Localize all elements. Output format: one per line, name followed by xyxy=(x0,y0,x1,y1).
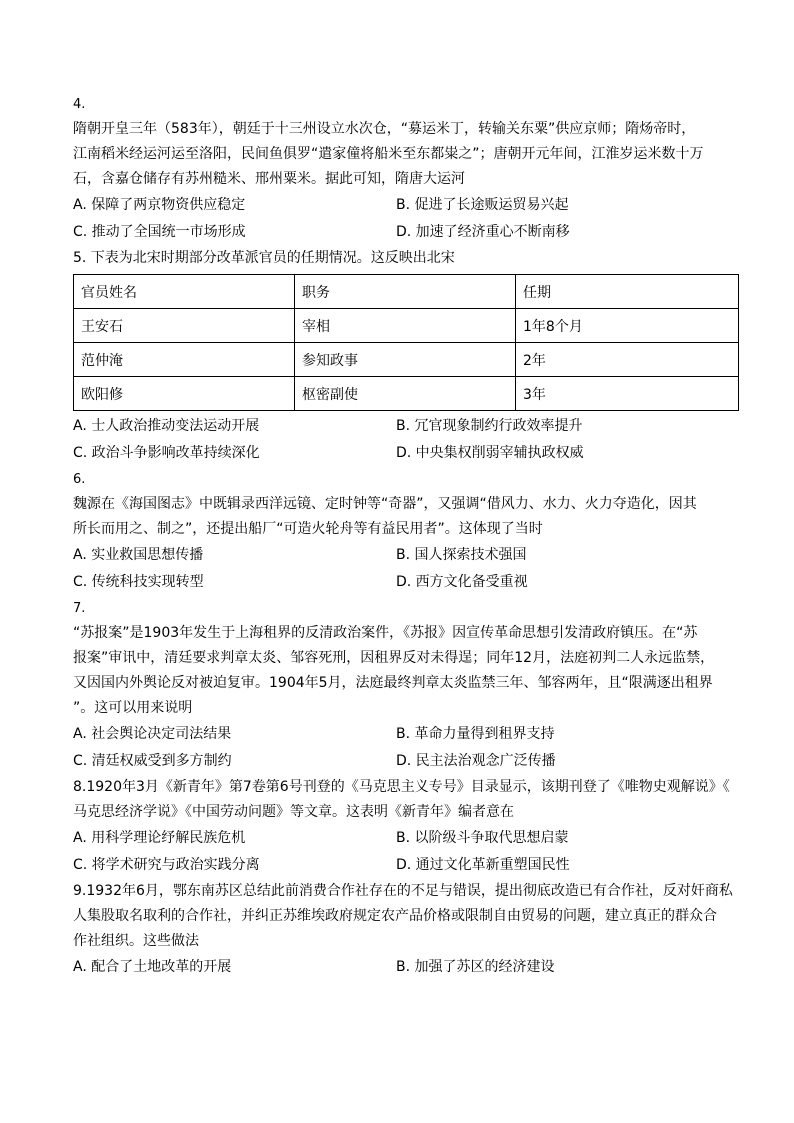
option-b[interactable]: B. 促进了长途贩运贸易兴起 xyxy=(396,197,569,213)
option-d[interactable]: D. 通过文化革新重塑国民性 xyxy=(396,857,570,873)
table-row xyxy=(74,343,739,377)
table-header-row xyxy=(74,275,739,309)
question-stem-line: 作社组织。这些做法 xyxy=(73,933,199,949)
option-d[interactable]: D. 中央集权削弱宰辅执政权威 xyxy=(396,445,584,461)
table-cell: 范仲淹 xyxy=(74,343,295,377)
question-stem-line: 人集股取名取利的合作社，并纠正苏维埃政府规定农产品价格或限制自由贸易的问题，建立真正的群众合 xyxy=(73,908,717,924)
option-c[interactable]: C. 传统科技实现转型 xyxy=(73,574,204,590)
table-cell: 欧阳修 xyxy=(74,377,295,411)
question-stem-line: 5. 下表为北宋时期部分改革派官员的任期情况。这反映出北宋 xyxy=(73,250,455,266)
question-stem-line: 隋朝开皇三年（583年），朝廷于十三州设立水次仓，“募运米丁，转输关东粟”供应京师；隋炀帝时， xyxy=(73,121,696,137)
table-header-cell: 官员姓名 xyxy=(74,275,295,309)
option-b[interactable]: B. 以阶级斗争取代思想启蒙 xyxy=(396,830,569,846)
question-stem-line: 又因国内外舆论反对被迫复审。1904年5月，法庭最终判章太炎监禁三年、邹容两年，且“限满逐出租界 xyxy=(73,675,713,691)
question-number: 4. xyxy=(73,97,86,112)
question-stem-line: 所长而用之、制之”，还提出船厂“可造火轮舟等有益民用者”。这体现了当时 xyxy=(73,521,543,537)
question-stem-line: 9.1932年6月，鄂东南苏区总结此前消费合作社存在的不足与错误，提出彻底改造已有合作社，反对奸商私 xyxy=(73,883,733,899)
question-9 xyxy=(73,879,739,981)
question-stem-line: 8.1920年3月《新青年》第7卷第6号刊登的《马克思主义专号》目录显示，该期刊登了《唯物史观解说》《 xyxy=(73,779,730,795)
table-row xyxy=(74,309,739,343)
question-5 xyxy=(73,246,739,467)
table-cell: 宰相 xyxy=(295,309,516,343)
options-row xyxy=(73,192,739,219)
question-6 xyxy=(73,467,739,596)
options-row xyxy=(73,852,739,879)
table-cell: 2年 xyxy=(516,343,739,377)
option-a[interactable]: A. 士人政治推动变法运动开展 xyxy=(73,418,260,434)
table-cell: 王安石 xyxy=(74,309,295,343)
table-header-cell: 职务 xyxy=(295,275,516,309)
options-row xyxy=(73,721,739,748)
option-a[interactable]: A. 配合了土地改革的开展 xyxy=(73,959,232,975)
option-a[interactable]: A. 实业救国思想传播 xyxy=(73,547,204,563)
option-b[interactable]: B. 加强了苏区的经济建设 xyxy=(396,959,555,975)
question-stem-line: “苏报案”是1903年发生于上海租界的反清政治案件，《苏报》因宣传革命思想引发清政府镇压。在“苏 xyxy=(73,625,698,641)
option-d[interactable]: D. 民主法治观念广泛传播 xyxy=(396,753,556,769)
option-b[interactable]: B. 国人探索技术强国 xyxy=(396,547,527,563)
table-cell: 1年8个月 xyxy=(516,309,739,343)
option-d[interactable]: D. 加速了经济重心不断南移 xyxy=(396,224,570,240)
option-a[interactable]: A. 社会舆论决定司法结果 xyxy=(73,726,232,742)
option-a[interactable]: A. 保障了两京物资供应稳定 xyxy=(73,197,246,213)
question-stem-line: 石，含嘉仓储存有苏州糙米、邢州粟米。据此可知，隋唐大运河 xyxy=(73,171,465,187)
option-c[interactable]: C. 推动了全国统一市场形成 xyxy=(73,224,246,240)
question-stem-line: 马克思经济学说》《中国劳动问题》等文章。这表明《新青年》编者意在 xyxy=(73,804,514,820)
option-b[interactable]: B. 冗官现象制约行政效率提升 xyxy=(396,418,583,434)
question-stem-line: 魏源在《海国图志》中既辑录西洋远镜、定时钟等“奇器”，又强调“借风力、水力、火力夺造化，因其 xyxy=(73,496,697,512)
question-number: 6. xyxy=(73,472,86,487)
options-row xyxy=(73,825,739,852)
option-c[interactable]: C. 政治斗争影响改革持续深化 xyxy=(73,445,260,461)
question-stem-line: 报案”审讯中，清廷要求判章太炎、邹容死刑，因租界反对未得逞；同年12月，法庭初判二人永远监禁， xyxy=(73,650,715,666)
question-stem-line: 江南稻米经运河运至洛阳，民间鱼俱罗“遣家僮将船米至东都粜之”；唐朝开元年间，江淮岁运米数十万 xyxy=(73,146,704,162)
question-8 xyxy=(73,775,739,879)
options-row xyxy=(73,542,739,569)
table-cell: 3年 xyxy=(516,377,739,411)
options-row xyxy=(73,219,739,246)
question-number: 7. xyxy=(73,601,86,616)
options-row xyxy=(73,748,739,775)
option-a[interactable]: A. 用科学理论纾解民族危机 xyxy=(73,830,246,846)
option-c[interactable]: C. 将学术研究与政治实践分离 xyxy=(73,857,260,873)
options-row xyxy=(73,569,739,596)
officials-table xyxy=(73,274,739,411)
question-7 xyxy=(73,596,739,775)
options-row xyxy=(73,440,739,467)
options-row xyxy=(73,954,739,981)
page-content xyxy=(73,92,739,981)
option-c[interactable]: C. 清廷权威受到多方制约 xyxy=(73,753,232,769)
table-cell: 枢密副使 xyxy=(295,377,516,411)
option-b[interactable]: B. 革命力量得到租界支持 xyxy=(396,726,555,742)
table-row xyxy=(74,377,739,411)
question-stem-line: ”。这可以用来说明 xyxy=(73,700,193,716)
options-row xyxy=(73,413,739,440)
option-d[interactable]: D. 西方文化备受重视 xyxy=(396,574,528,590)
table-cell: 参知政事 xyxy=(295,343,516,377)
question-4 xyxy=(73,92,739,246)
table-header-cell: 任期 xyxy=(516,275,739,309)
